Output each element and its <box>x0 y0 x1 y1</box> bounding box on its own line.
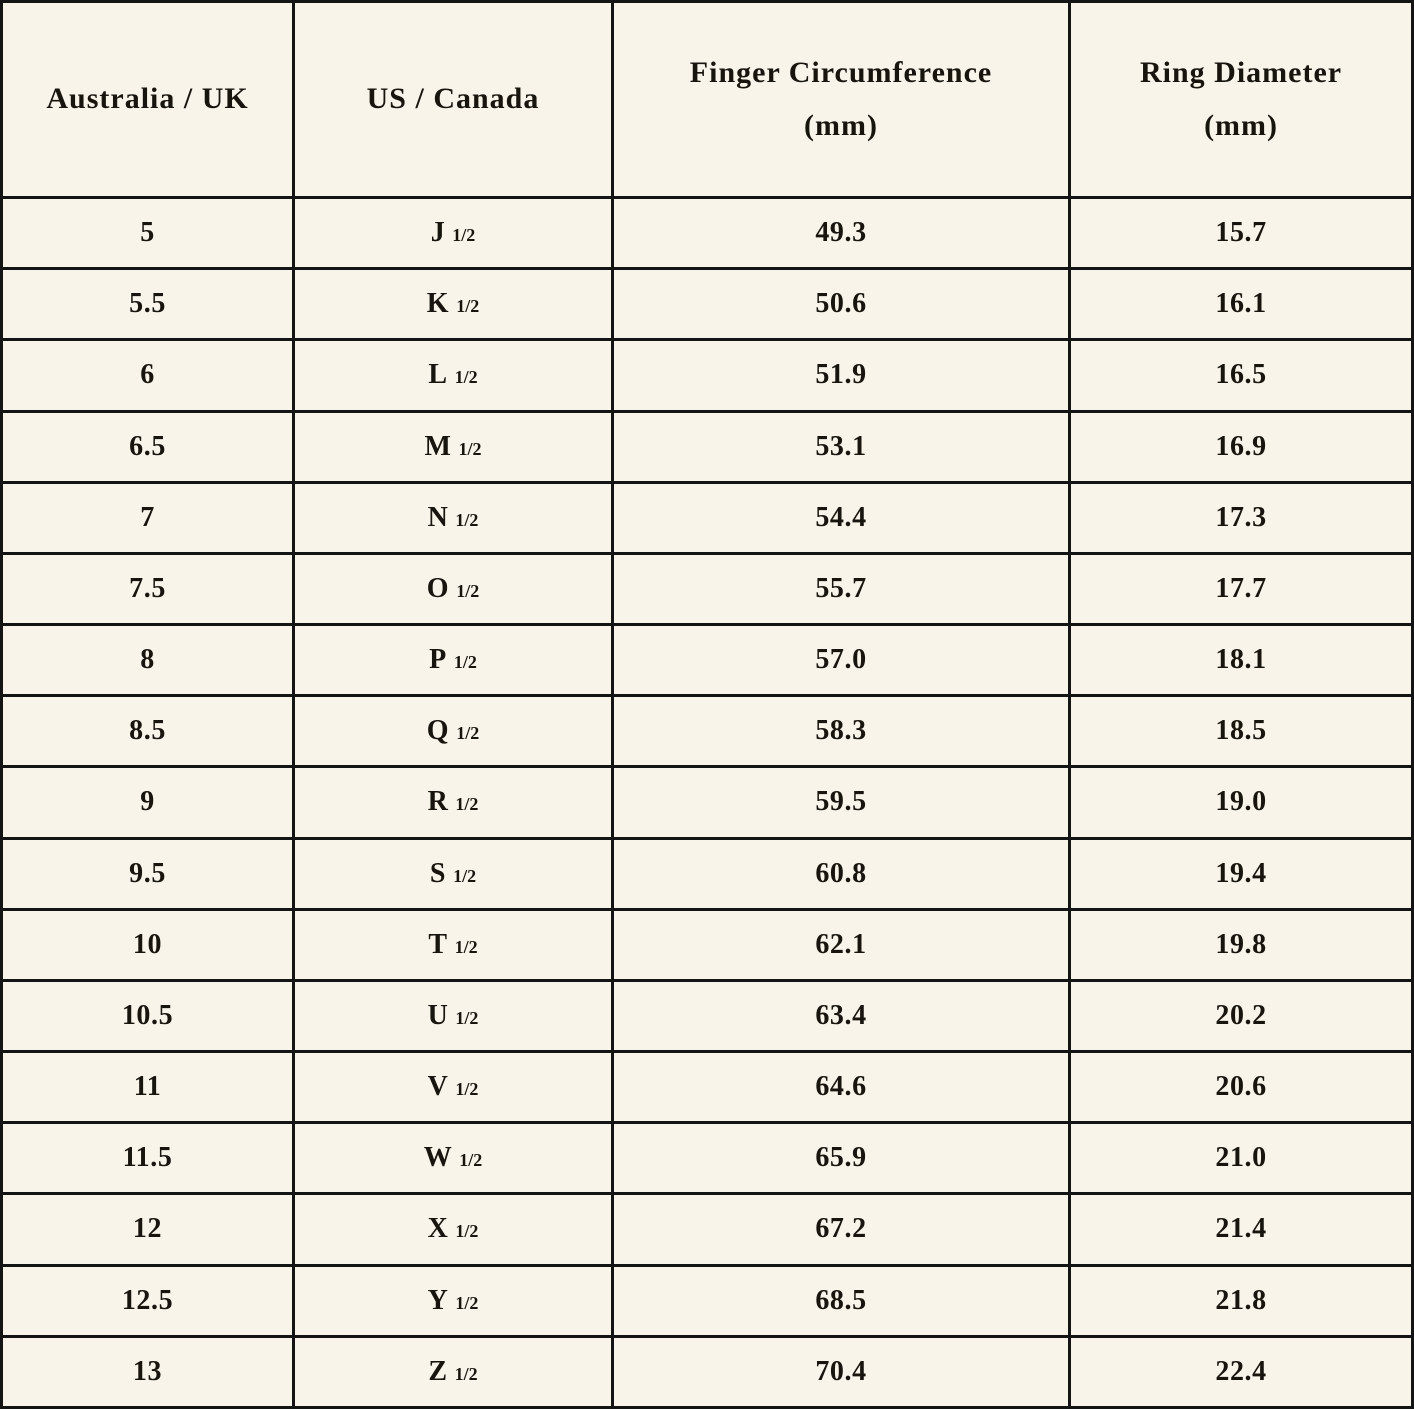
us-size-fraction: 1/2 <box>455 1007 479 1028</box>
cell-diameter: 18.5 <box>1070 696 1413 767</box>
us-size-fraction: 1/2 <box>455 794 479 815</box>
cell-aus-uk: 10 <box>2 909 294 980</box>
cell-us-canada <box>294 1336 613 1407</box>
table-row <box>2 198 1413 269</box>
cell-circumference: 67.2 <box>612 1194 1069 1265</box>
us-size-letter: V <box>427 1071 449 1103</box>
table-row <box>2 269 1413 340</box>
table-row <box>2 625 1413 696</box>
cell-diameter: 21.8 <box>1070 1265 1413 1336</box>
cell-us-canada <box>294 482 613 553</box>
cell-us-canada <box>294 198 613 269</box>
cell-circumference: 51.9 <box>612 340 1069 411</box>
cell-aus-uk: 7 <box>2 482 294 553</box>
cell-aus-uk: 11.5 <box>2 1123 294 1194</box>
cell-aus-uk: 6.5 <box>2 411 294 482</box>
table-row <box>2 482 1413 553</box>
cell-circumference: 64.6 <box>612 1052 1069 1123</box>
us-size-letter: M <box>424 430 452 462</box>
us-size-fraction: 1/2 <box>458 438 482 459</box>
cell-aus-uk: 5 <box>2 198 294 269</box>
cell-circumference: 65.9 <box>612 1123 1069 1194</box>
cell-circumference: 62.1 <box>612 909 1069 980</box>
header-line: Finger Circumference <box>689 56 993 89</box>
cell-aus-uk: 11 <box>2 1052 294 1123</box>
us-size-letter: W <box>423 1142 453 1174</box>
cell-aus-uk: 8.5 <box>2 696 294 767</box>
header-unit: (mm) <box>804 108 878 142</box>
us-size-letter: X <box>427 1213 449 1245</box>
cell-diameter: 20.6 <box>1070 1052 1413 1123</box>
us-size-letter: O <box>426 572 450 604</box>
header-line: Ring Diameter <box>1139 56 1343 89</box>
table-row <box>2 838 1413 909</box>
cell-diameter: 16.1 <box>1070 269 1413 340</box>
table-row <box>2 1194 1413 1265</box>
us-size-fraction: 1/2 <box>454 936 478 957</box>
cell-circumference: 63.4 <box>612 980 1069 1051</box>
us-size-fraction: 1/2 <box>454 1363 478 1384</box>
us-size-fraction: 1/2 <box>455 1221 479 1242</box>
cell-diameter: 19.4 <box>1070 838 1413 909</box>
cell-us-canada <box>294 1265 613 1336</box>
table-row <box>2 1265 1413 1336</box>
cell-us-canada <box>294 411 613 482</box>
cell-aus-uk: 9 <box>2 767 294 838</box>
table-row <box>2 1123 1413 1194</box>
header-us-canada <box>294 2 613 198</box>
us-size-fraction: 1/2 <box>455 1079 479 1100</box>
cell-diameter: 20.2 <box>1070 980 1413 1051</box>
cell-circumference: 50.6 <box>612 269 1069 340</box>
table-row <box>2 696 1413 767</box>
cell-us-canada <box>294 838 613 909</box>
cell-circumference: 54.4 <box>612 482 1069 553</box>
us-size-fraction: 1/2 <box>454 367 478 388</box>
cell-aus-uk: 12.5 <box>2 1265 294 1336</box>
us-size-letter: L <box>428 359 448 391</box>
cell-diameter: 17.3 <box>1070 482 1413 553</box>
header-line: Australia / UK <box>46 82 249 116</box>
us-size-fraction: 1/2 <box>452 225 476 246</box>
header-line: US / Canada <box>366 82 540 116</box>
cell-us-canada <box>294 1123 613 1194</box>
cell-diameter: 21.0 <box>1070 1123 1413 1194</box>
cell-diameter: 17.7 <box>1070 553 1413 624</box>
table-row <box>2 767 1413 838</box>
cell-diameter: 21.4 <box>1070 1194 1413 1265</box>
cell-diameter: 15.7 <box>1070 198 1413 269</box>
us-size-letter: Y <box>427 1284 449 1316</box>
cell-aus-uk: 7.5 <box>2 553 294 624</box>
cell-circumference: 58.3 <box>612 696 1069 767</box>
table-row <box>2 553 1413 624</box>
cell-us-canada <box>294 553 613 624</box>
us-size-letter: K <box>426 288 450 320</box>
us-size-fraction: 1/2 <box>459 1150 483 1171</box>
us-size-letter: N <box>427 501 449 533</box>
us-size-letter: R <box>427 786 449 818</box>
table-row <box>2 909 1413 980</box>
us-size-letter: P <box>429 644 447 676</box>
table-row <box>2 1336 1413 1407</box>
table-row <box>2 411 1413 482</box>
cell-circumference: 55.7 <box>612 553 1069 624</box>
cell-us-canada <box>294 269 613 340</box>
table-row <box>2 340 1413 411</box>
header-ring-diameter <box>1070 2 1413 198</box>
header-row <box>2 2 1413 198</box>
cell-aus-uk: 13 <box>2 1336 294 1407</box>
cell-aus-uk: 9.5 <box>2 838 294 909</box>
us-size-letter: Q <box>426 715 450 747</box>
cell-aus-uk: 8 <box>2 625 294 696</box>
cell-circumference: 49.3 <box>612 198 1069 269</box>
cell-us-canada <box>294 767 613 838</box>
cell-us-canada <box>294 625 613 696</box>
header-unit: (mm) <box>1204 108 1279 142</box>
us-size-fraction: 1/2 <box>456 723 480 744</box>
us-size-fraction: 1/2 <box>453 865 477 886</box>
us-size-fraction: 1/2 <box>456 296 480 317</box>
cell-circumference: 53.1 <box>612 411 1069 482</box>
us-size-letter: J <box>430 217 446 249</box>
cell-us-canada <box>294 1052 613 1123</box>
us-size-letter: Z <box>428 1355 448 1387</box>
table-row <box>2 980 1413 1051</box>
cell-us-canada <box>294 980 613 1051</box>
us-size-fraction: 1/2 <box>455 1292 479 1313</box>
cell-diameter: 22.4 <box>1070 1336 1413 1407</box>
cell-us-canada <box>294 696 613 767</box>
us-size-letter: U <box>427 999 449 1031</box>
us-size-fraction: 1/2 <box>455 509 479 530</box>
cell-us-canada <box>294 909 613 980</box>
us-size-letter: S <box>429 857 447 889</box>
cell-aus-uk: 6 <box>2 340 294 411</box>
us-size-fraction: 1/2 <box>456 580 480 601</box>
cell-us-canada <box>294 1194 613 1265</box>
cell-circumference: 60.8 <box>612 838 1069 909</box>
us-size-fraction: 1/2 <box>453 652 477 673</box>
cell-diameter: 16.9 <box>1070 411 1413 482</box>
cell-aus-uk: 12 <box>2 1194 294 1265</box>
cell-circumference: 57.0 <box>612 625 1069 696</box>
cell-diameter: 19.0 <box>1070 767 1413 838</box>
cell-diameter: 16.5 <box>1070 340 1413 411</box>
us-size-letter: T <box>428 928 448 960</box>
cell-us-canada <box>294 340 613 411</box>
cell-aus-uk: 5.5 <box>2 269 294 340</box>
cell-aus-uk: 10.5 <box>2 980 294 1051</box>
cell-circumference: 68.5 <box>612 1265 1069 1336</box>
cell-diameter: 19.8 <box>1070 909 1413 980</box>
cell-circumference: 59.5 <box>612 767 1069 838</box>
cell-circumference: 70.4 <box>612 1336 1069 1407</box>
header-australia-uk <box>2 2 294 198</box>
table-row <box>2 1052 1413 1123</box>
header-finger-circumference <box>612 2 1069 198</box>
cell-diameter: 18.1 <box>1070 625 1413 696</box>
